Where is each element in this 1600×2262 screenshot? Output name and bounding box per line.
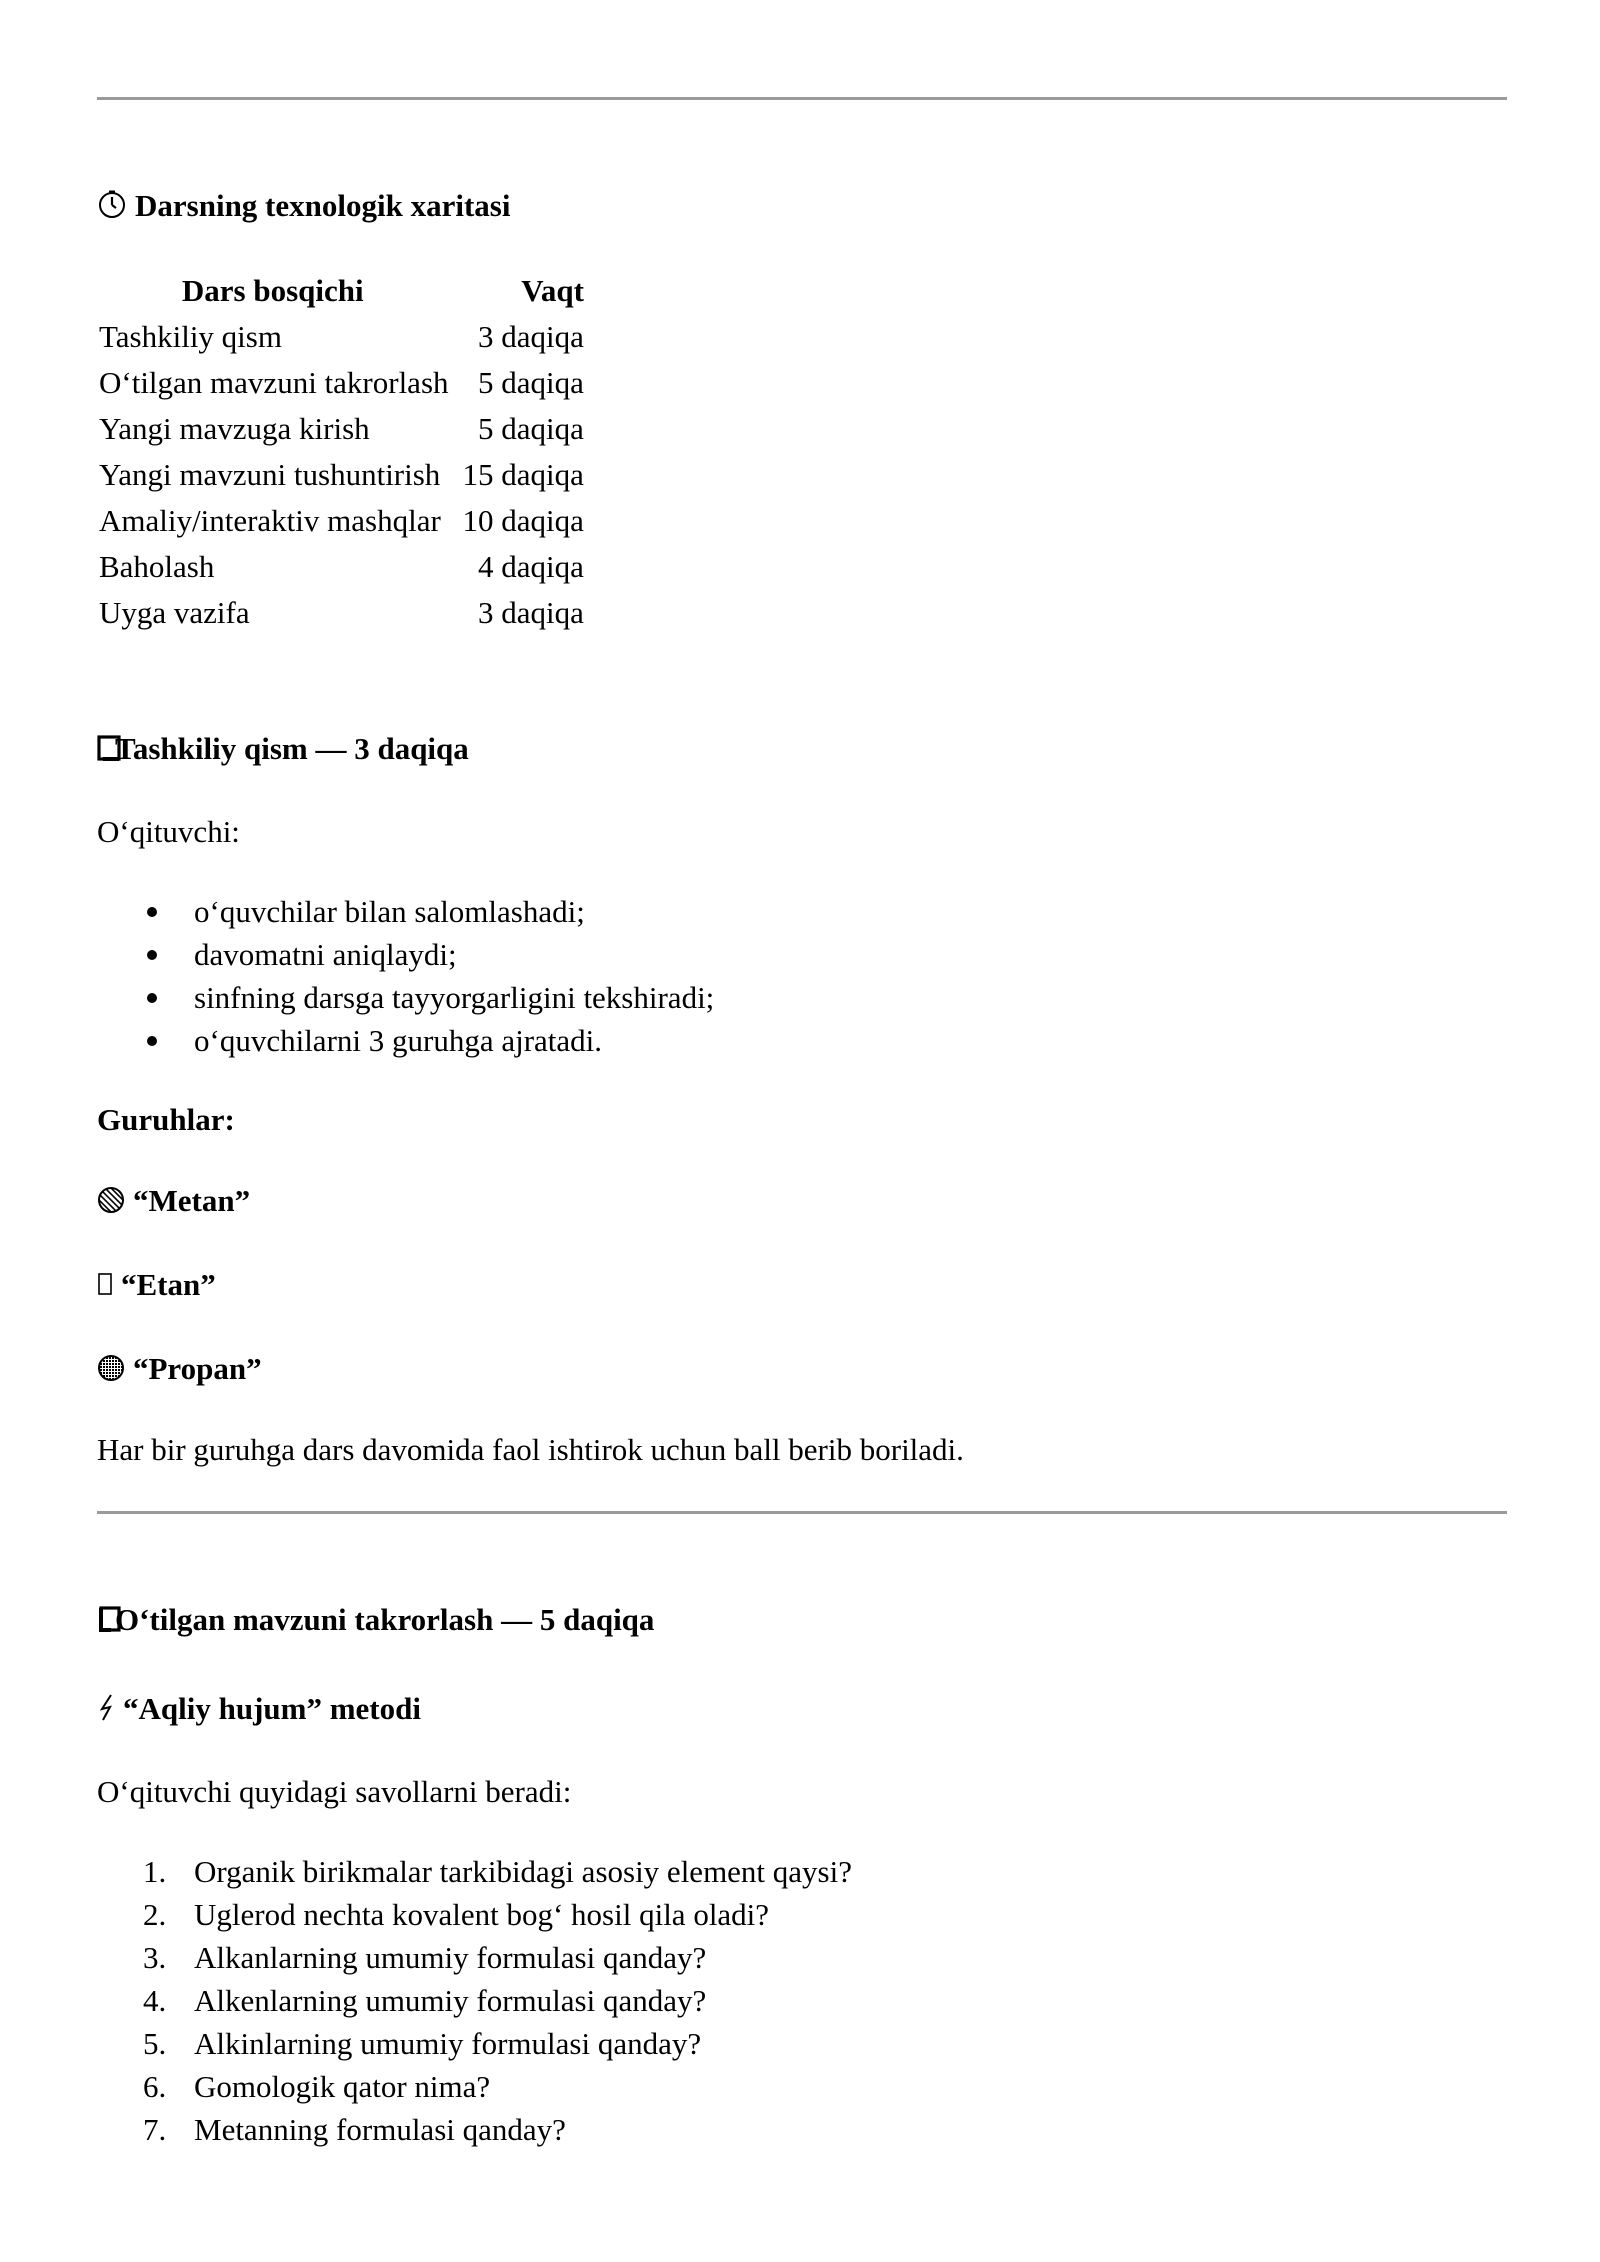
list-item-text: davomatni aniqlaydi; — [194, 937, 457, 972]
list-item — [97, 933, 714, 976]
stage-cell: Tashkiliy qism — [99, 319, 282, 354]
plan-table-header — [97, 268, 584, 314]
list-number: 4. — [143, 1983, 167, 2018]
list-item — [97, 976, 714, 1019]
list-item — [97, 1979, 852, 2022]
time-cell: 3 daqiqa — [478, 319, 584, 354]
list-item — [97, 2065, 852, 2108]
column-header-stage: Dars bosqichi — [181, 273, 364, 308]
missing-glyph-icon — [97, 1270, 113, 1298]
question-text: Metanning formulasi qanday? — [194, 2112, 566, 2147]
group-propan — [97, 1349, 262, 1389]
plan-table-wrapper — [97, 268, 584, 636]
stage-cell: Baholash — [99, 549, 215, 584]
list-number: 5. — [143, 2026, 167, 2061]
list-item-text: o‘quvchilarni 3 guruhga ajratadi. — [194, 1023, 603, 1058]
list-item-text: o‘quvchilar bilan salomlashadi; — [194, 894, 585, 929]
time-cell: 5 daqiqa — [478, 365, 584, 400]
group-etan — [97, 1265, 216, 1305]
table-row — [97, 544, 584, 590]
plan-table — [97, 268, 584, 636]
bullet-icon — [147, 907, 157, 917]
time-cell: 3 daqiqa — [478, 595, 584, 630]
time-cell: 15 daqiqa — [462, 457, 584, 492]
group-name: “Metan” — [133, 1183, 251, 1218]
column-header-time: Vaqt — [521, 273, 584, 308]
list-item — [97, 1850, 852, 1893]
table-row — [97, 452, 584, 498]
stopwatch-icon — [97, 189, 127, 219]
stage-cell: Yangi mavzuni tushuntirish — [99, 457, 441, 492]
time-cell: 5 daqiqa — [478, 411, 584, 446]
teacher-actions-list — [97, 890, 714, 1062]
list-item — [97, 1936, 852, 1979]
scoring-note: Har bir guruhga dars davomida faol ishtirok uchun ball berib boriladi. — [97, 1432, 964, 1467]
groups-label: Guruhlar: — [97, 1102, 235, 1137]
group-name: “Propan” — [133, 1351, 262, 1386]
question-text: Uglerod nechta kovalent bog‘ hosil qila oladi? — [194, 1897, 770, 1932]
teacher-actions-list-wrapper — [97, 890, 714, 1062]
teacher-label: O‘qituvchi: — [97, 814, 240, 849]
list-item-text: sinfning darsga tayyorgarligini tekshiradi; — [194, 980, 715, 1015]
list-number: 6. — [143, 2069, 167, 2104]
section1-heading — [97, 729, 469, 769]
question-text: Alkanlarning umumiy formulasi qanday? — [194, 1940, 707, 1975]
table-row — [97, 406, 584, 452]
list-number: 1. — [143, 1854, 167, 1889]
list-number: 7. — [143, 2112, 167, 2147]
list-item — [97, 1019, 714, 1062]
top-divider — [97, 97, 1507, 100]
stage-cell: Uyga vazifa — [99, 595, 250, 630]
section1-heading-text: Tashkiliy qism — 3 daqiqa — [115, 731, 469, 766]
hatched-circle-icon — [97, 1186, 125, 1214]
bullet-icon — [147, 993, 157, 1003]
table-row — [97, 360, 584, 406]
plan-heading-text: Darsning texnologik xaritasi — [135, 188, 511, 223]
question-text: Alkenlarning umumiy formulasi qanday? — [194, 1983, 707, 2018]
list-item — [97, 2108, 852, 2151]
time-cell: 4 daqiqa — [478, 549, 584, 584]
plan-heading — [97, 186, 510, 226]
questions-list-wrapper — [97, 1850, 852, 2151]
group-metan — [97, 1181, 250, 1221]
question-text: Alkinlarning umumiy formulasi qanday? — [194, 2026, 702, 2061]
group-name: “Etan” — [121, 1267, 216, 1302]
table-row — [97, 498, 584, 544]
method-heading — [97, 1689, 421, 1729]
list-item — [97, 2022, 852, 2065]
question-text: Gomologik qator nima? — [194, 2069, 491, 2104]
time-cell: 10 daqiqa — [462, 503, 584, 538]
list-number: 3. — [143, 1940, 167, 1975]
lightning-icon — [97, 1692, 117, 1722]
table-row — [97, 590, 584, 636]
list-item — [97, 890, 714, 933]
questions-intro: O‘qituvchi quyidagi savollarni beradi: — [97, 1774, 572, 1809]
stage-cell: Yangi mavzuga kirish — [99, 411, 370, 446]
list-number: 2. — [143, 1897, 167, 1932]
section2-heading-text: O‘tilgan mavzuni takrorlash — 5 daqiqa — [115, 1602, 655, 1637]
list-item — [97, 1893, 852, 1936]
bullet-icon — [147, 950, 157, 960]
stage-cell: O‘tilgan mavzuni takrorlash — [99, 365, 449, 400]
question-text: Organik birikmalar tarkibidagi asosiy element qaysi? — [194, 1854, 852, 1889]
dotted-circle-icon — [97, 1354, 125, 1382]
table-row — [97, 314, 584, 360]
stage-cell: Amaliy/interaktiv mashqlar — [99, 503, 441, 538]
section2-heading — [97, 1600, 654, 1640]
method-heading-text: “Aqliy hujum” metodi — [123, 1691, 421, 1726]
bullet-icon — [147, 1036, 157, 1046]
section-divider — [97, 1511, 1507, 1514]
questions-list — [97, 1850, 852, 2151]
